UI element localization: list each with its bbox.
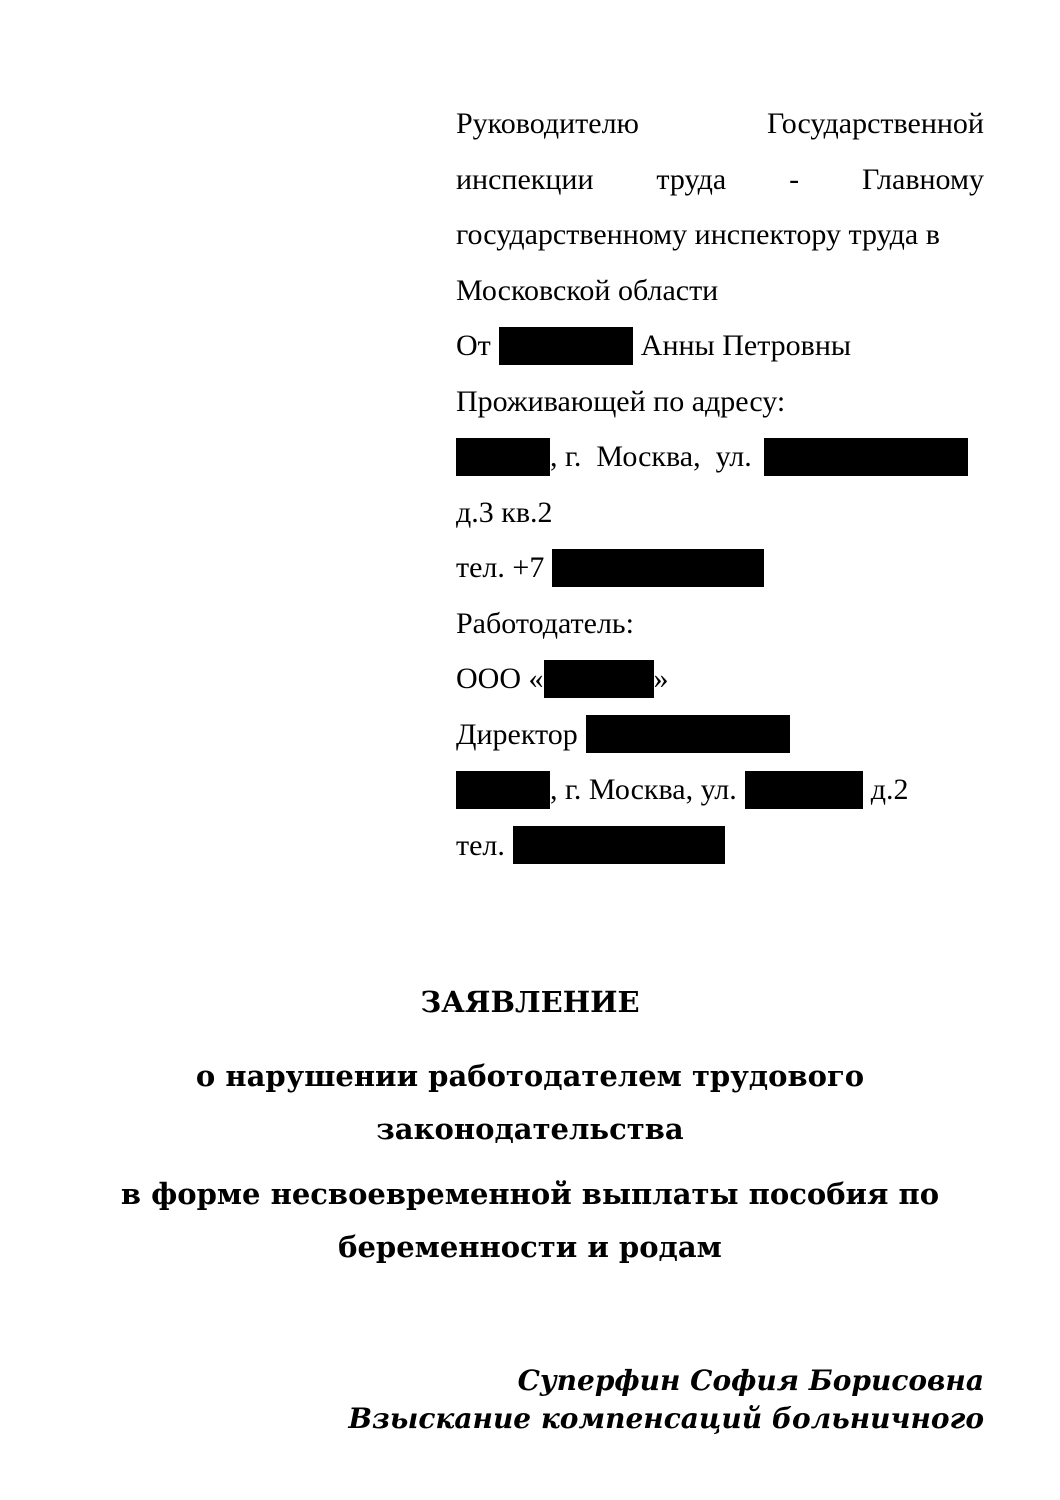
redacted-emp-phone [513,826,725,864]
from-prefix: От [456,329,491,362]
redacted-surname [499,327,633,365]
phone-prefix: тел. +7 [456,551,545,584]
phone-line [456,540,984,596]
residing-label: Проживающей по адресу: [456,384,786,418]
addressee-block [456,96,984,873]
addressee-line-3: государственному инспектору труда в [456,218,940,251]
signature-topic: Взыскание компенсаций больничного [348,1402,984,1435]
org-suffix: » [653,662,669,695]
addressee-text: - [789,162,800,196]
subtitle-line: беременности и родам [338,1230,722,1264]
addressee-line-2 [456,152,984,208]
redacted-emp-zip [456,771,550,809]
addressee-text: Руководителю [456,107,639,140]
redacted-org-name [544,660,654,698]
org-prefix: ООО « [456,662,544,695]
redacted-emp-street [745,771,863,809]
redacted-zip [456,438,550,476]
address-house: д.3 кв.2 [456,495,553,529]
addressee-text: Государственной [767,107,984,140]
employer-address-city: , г. Москва, ул. [550,773,737,806]
addressee-line-4: Московской области [456,273,719,307]
redacted-director [586,715,790,753]
from-line [456,318,984,374]
addressee-text: труда [656,162,727,196]
redacted-phone [552,549,764,587]
redacted-street [764,438,968,476]
employer-address-line [456,762,984,818]
addressee-text: инспекции [456,162,594,196]
employer-phone-line [456,818,984,874]
subtitle-line: о нарушении работодателем трудового [195,1059,865,1093]
document-subtitle-1 [0,1050,1060,1156]
addressee-line-1 [456,96,984,152]
employer-label: Работодатель: [456,606,634,640]
subtitle-line: законодательства [376,1112,684,1146]
signature-block [348,1362,984,1438]
director-label: Директор [456,717,578,751]
employer-address-house: д.2 [870,773,909,806]
employer-phone-prefix: тел. [456,828,505,862]
document-title: ЗАЯВЛЕНИЕ [420,985,640,1019]
address-line [456,429,984,485]
address-city: , г. Москва, ул. [550,440,752,473]
subtitle-line: в форме несвоевременной выплаты пособия по [120,1177,940,1211]
org-line [456,651,984,707]
document-subtitle-2 [0,1168,1060,1274]
director-line [456,707,984,763]
signature-author: Суперфин София Борисовна [517,1364,984,1397]
from-name: Анны Петровны [640,329,852,362]
addressee-text: Главному [861,162,984,196]
